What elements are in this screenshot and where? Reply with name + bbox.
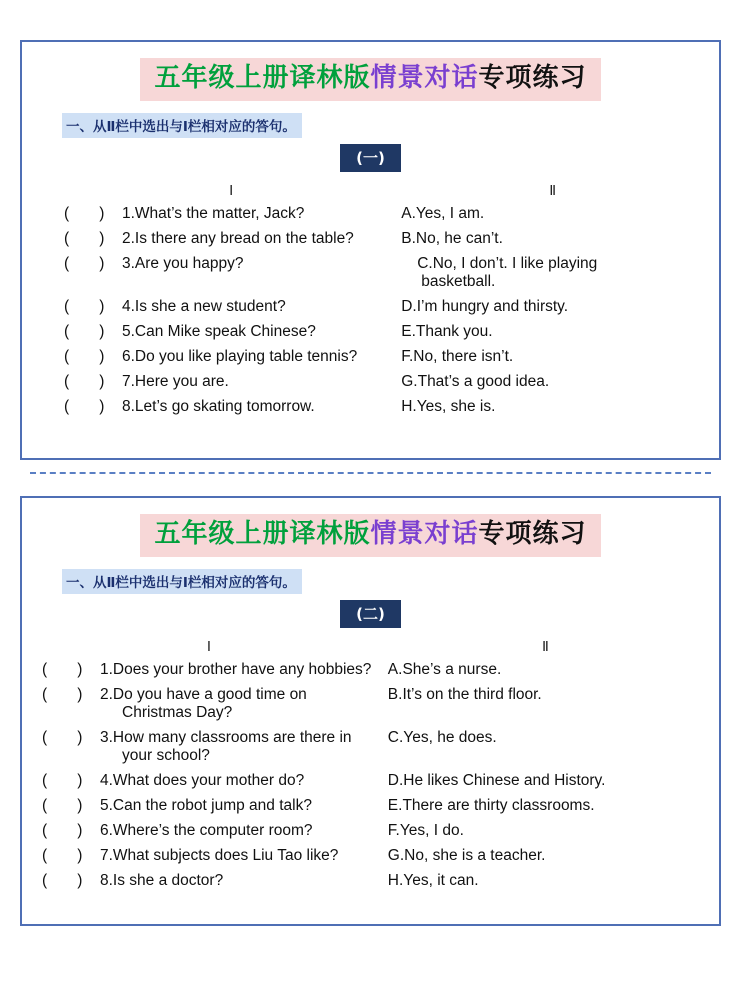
- option-text: G.That’s a good idea.: [401, 372, 550, 390]
- section-divider: [30, 472, 711, 474]
- question-text: 6.Where’s the computer room?: [100, 821, 313, 839]
- option-cell: [395, 373, 707, 391]
- table-row: [34, 230, 707, 248]
- section-title-wrap: [34, 514, 707, 557]
- table-row: [34, 661, 707, 679]
- question-text: 7.What subjects does Liu Tao like?: [100, 846, 339, 864]
- table-row: [34, 205, 707, 223]
- option-cell: [388, 661, 707, 679]
- answer-blank[interactable]: ( ): [42, 871, 83, 889]
- question-cell: [34, 255, 395, 273]
- question-text-continued: Christmas Day?: [122, 703, 233, 721]
- page-title: [140, 514, 600, 557]
- group-badge-row: [34, 600, 707, 628]
- table-row: [34, 373, 707, 391]
- question-text-block: [100, 686, 388, 722]
- question-text-block: [100, 729, 388, 765]
- question-text: 8.Is she a doctor?: [100, 871, 224, 889]
- question-text: 5.Can Mike speak Chinese?: [122, 322, 316, 340]
- answer-blank[interactable]: ( ): [64, 297, 105, 315]
- answer-blank[interactable]: ( ): [64, 204, 105, 222]
- option-text: D.He likes Chinese and History.: [387, 771, 606, 789]
- option-text: F.Yes, I do.: [387, 821, 464, 839]
- answer-blank[interactable]: ( ): [64, 229, 105, 247]
- title-part-grade: 五年级上册译林版: [154, 519, 371, 549]
- title-part-practice: 专项练习: [478, 519, 587, 549]
- column-header-1: Ⅰ: [206, 637, 212, 654]
- option-text: C.No, I don’t. I like playing: [417, 254, 598, 272]
- question-cell: [34, 772, 388, 790]
- group-badge-row: [34, 144, 707, 172]
- title-part-grade: 五年级上册译林版: [154, 63, 371, 93]
- table-row: [34, 822, 707, 840]
- option-text: B.It’s on the third floor.: [387, 685, 542, 703]
- answer-blank[interactable]: ( ): [64, 397, 105, 415]
- instruction-text: 一、从Ⅱ栏中选出与Ⅰ栏相对应的答句。: [62, 113, 302, 138]
- matching-table-2: [34, 661, 707, 890]
- option-text: G.No, she is a teacher.: [387, 846, 546, 864]
- answer-blank[interactable]: ( ): [64, 322, 105, 340]
- option-text: E.There are thirty classrooms.: [387, 796, 595, 814]
- section-title-wrap: [34, 58, 707, 101]
- table-row: [34, 797, 707, 815]
- question-cell: [34, 398, 395, 416]
- question-text: 1.Does your brother have any hobbies?: [100, 660, 372, 678]
- question-cell: [34, 686, 388, 722]
- option-text: H.Yes, she is.: [401, 397, 496, 415]
- answer-blank[interactable]: ( ): [42, 685, 83, 703]
- title-part-topic: 情景对话: [370, 63, 479, 93]
- option-text: C.Yes, he does.: [387, 728, 497, 746]
- question-cell: [34, 298, 395, 316]
- option-text: E.Thank you.: [401, 322, 493, 340]
- table-row: [34, 872, 707, 890]
- table-row: [34, 847, 707, 865]
- page-title: [140, 58, 600, 101]
- question-cell: [34, 872, 388, 890]
- answer-blank[interactable]: ( ): [64, 372, 105, 390]
- option-cell: [395, 398, 707, 416]
- answer-blank[interactable]: ( ): [42, 728, 83, 746]
- question-cell: [34, 373, 395, 391]
- option-cell: [388, 729, 707, 747]
- table-row: [34, 398, 707, 416]
- question-text: 3.How many classrooms are there in: [100, 728, 352, 746]
- group-badge: (一): [340, 144, 401, 172]
- option-cell: [395, 255, 707, 291]
- question-cell: [34, 847, 388, 865]
- instruction-text: 一、从Ⅱ栏中选出与Ⅰ栏相对应的答句。: [62, 569, 302, 594]
- table-row: [34, 298, 707, 316]
- answer-blank[interactable]: ( ): [42, 821, 83, 839]
- question-text-continued: your school?: [122, 746, 210, 764]
- option-cell: [388, 772, 707, 790]
- option-cell: [388, 686, 707, 704]
- answer-blank[interactable]: ( ): [42, 771, 83, 789]
- question-cell: [34, 230, 395, 248]
- option-text-continued: basketball.: [421, 272, 496, 290]
- title-part-practice: 专项练习: [478, 63, 587, 93]
- option-text: A.Yes, I am.: [401, 204, 485, 222]
- table-row: [34, 772, 707, 790]
- question-cell: [34, 661, 388, 679]
- option-cell: [395, 205, 707, 223]
- option-text: D.I’m hungry and thirsty.: [401, 297, 569, 315]
- answer-blank[interactable]: ( ): [42, 796, 83, 814]
- option-cell: [388, 872, 707, 890]
- question-cell: [34, 348, 395, 366]
- question-cell: [34, 822, 388, 840]
- option-cell: [395, 323, 707, 341]
- option-text: F.No, there isn’t.: [401, 347, 514, 365]
- column-header-2: Ⅱ: [542, 637, 549, 654]
- group-badge: (二): [340, 600, 401, 628]
- option-cell: [395, 298, 707, 316]
- question-cell: [34, 323, 395, 341]
- table-row: [34, 348, 707, 366]
- table-row: [34, 686, 707, 722]
- table-row: [34, 255, 707, 291]
- option-text: H.Yes, it can.: [387, 871, 479, 889]
- question-text: 7.Here you are.: [122, 372, 229, 390]
- question-text: 2.Is there any bread on the table?: [122, 229, 354, 247]
- column-header-2: Ⅱ: [549, 181, 557, 198]
- question-text: 4.Is she a new student?: [122, 297, 286, 315]
- column-header-1: Ⅰ: [229, 181, 234, 198]
- worksheet-section-1: [20, 40, 721, 460]
- question-text: 2.Do you have a good time on: [100, 685, 307, 703]
- question-text: 6.Do you like playing table tennis?: [122, 347, 358, 365]
- column-headers: [34, 182, 707, 199]
- answer-blank[interactable]: ( ): [64, 254, 105, 272]
- matching-table-1: [34, 205, 707, 416]
- question-cell: [34, 797, 388, 815]
- answer-blank[interactable]: ( ): [42, 846, 83, 864]
- question-text: 3.Are you happy?: [122, 254, 244, 272]
- answer-blank[interactable]: ( ): [42, 660, 83, 678]
- table-row: [34, 729, 707, 765]
- instruction-row: [34, 557, 707, 594]
- option-cell: [395, 230, 707, 248]
- question-text: 1.What’s the matter, Jack?: [122, 204, 305, 222]
- option-text: A.She’s a nurse.: [387, 660, 502, 678]
- question-cell: [34, 205, 395, 223]
- question-text: 5.Can the robot jump and talk?: [100, 796, 312, 814]
- answer-blank[interactable]: ( ): [64, 347, 105, 365]
- option-cell: [388, 797, 707, 815]
- question-text: 8.Let’s go skating tomorrow.: [122, 397, 315, 415]
- title-part-topic: 情景对话: [370, 519, 479, 549]
- column-headers: [34, 638, 707, 655]
- option-cell: [395, 348, 707, 366]
- option-cell: [388, 847, 707, 865]
- option-text: B.No, he can’t.: [401, 229, 503, 247]
- instruction-row: [34, 101, 707, 138]
- worksheet-section-2: [20, 496, 721, 926]
- option-cell: [388, 822, 707, 840]
- table-row: [34, 323, 707, 341]
- question-text: 4.What does your mother do?: [100, 771, 305, 789]
- question-cell: [34, 729, 388, 765]
